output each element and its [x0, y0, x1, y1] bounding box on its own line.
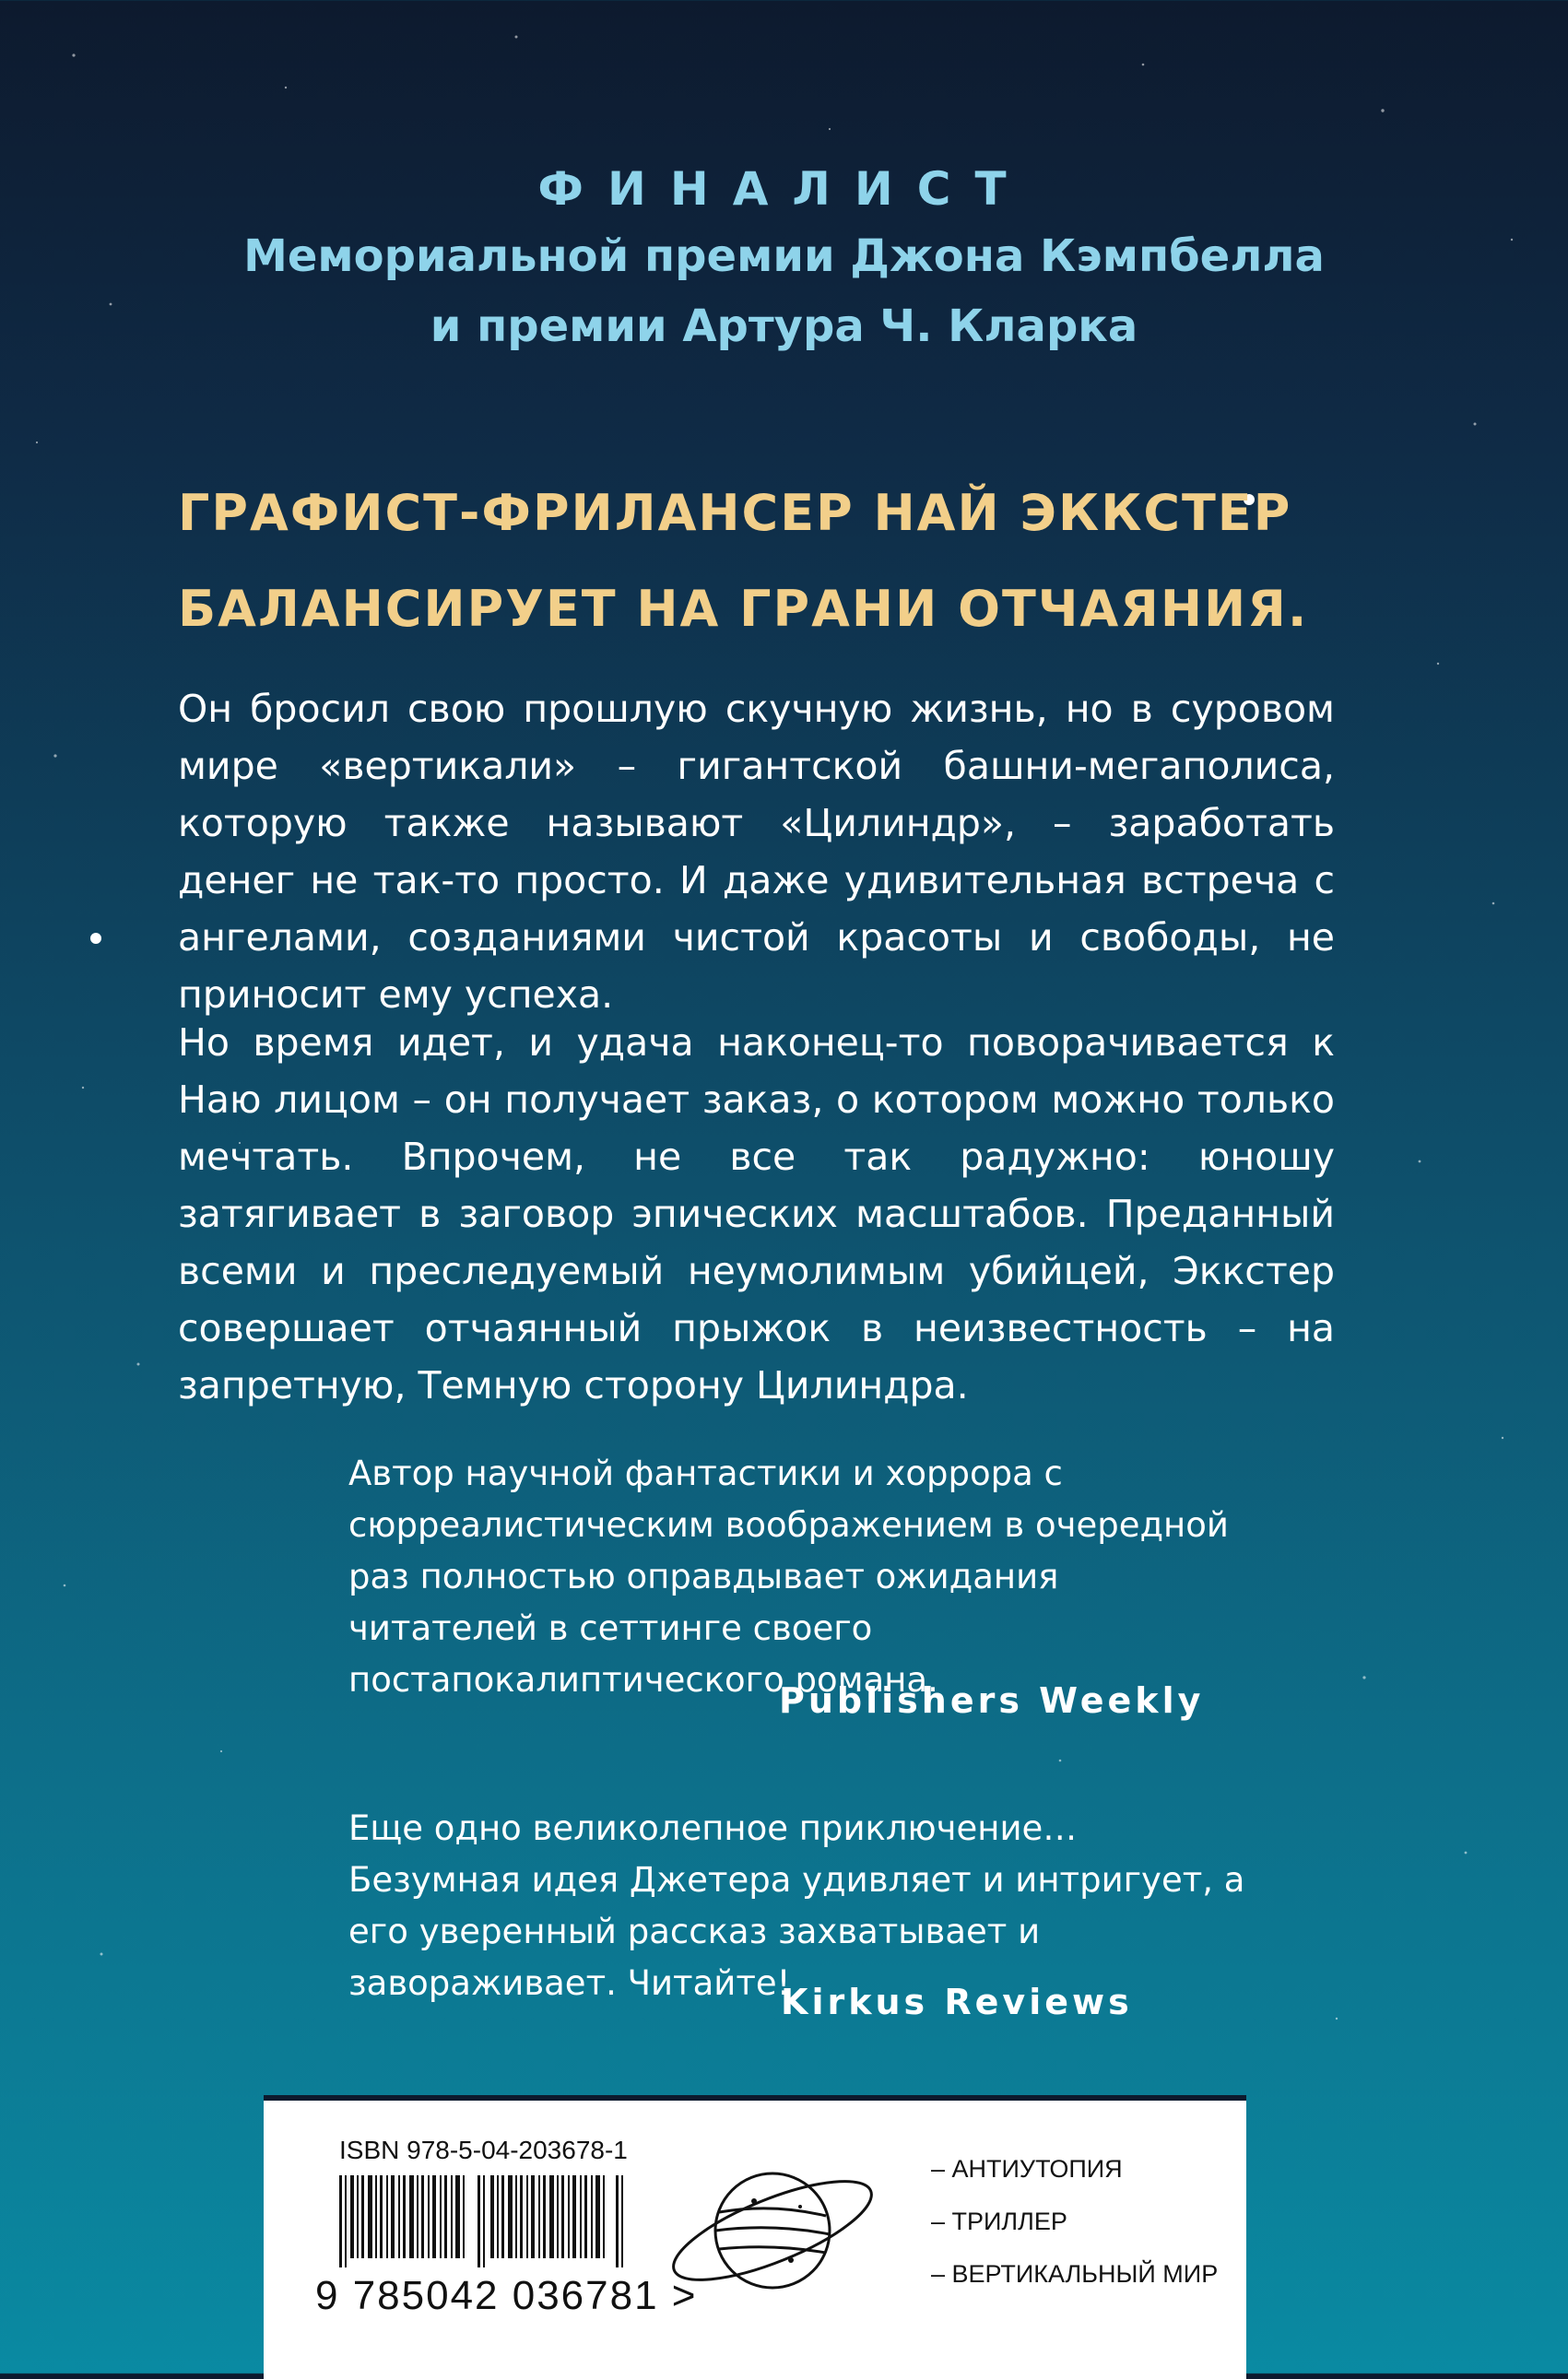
award-line-campbell: Мемориальной премии Джона Кэмпбелла: [243, 230, 1325, 282]
review-source-2: Kirkus Reviews: [781, 1982, 1133, 2022]
headline: [178, 465, 1413, 657]
headline-line-1: ГРАФИСТ-ФРИЛАНСЕР НАЙ ЭККСТЕР: [178, 484, 1292, 542]
finalist-title: ФИНАЛИСТ: [537, 162, 1031, 216]
review-source-1: Publishers Weekly: [779, 1680, 1205, 1721]
planet-icon: [662, 2138, 883, 2323]
genre-vertical-world: – ВЕРТИКАЛЬНЫЙ МИР: [931, 2260, 1219, 2288]
review-quote-2: Еще одно великолепное приключение… Безумная идея Джетера удивляет и интригует, а его уверенный рассказ захватывает и завораживает. Читайте!: [348, 1808, 1245, 2003]
synopsis-paragraph-2: Но время идет, и удача наконец-то поворачивается к Наю лицом – он получает заказ, о котором можно только мечтать. Впрочем, не все так радужно: юношу затягивает в заговор эпических масштабов. Преданный всеми и преследуемый неумолимым убийцей, Эккстер совершает отчаянный прыжок в неизвестность – на запретную, Темную сторону Цилиндра.: [178, 1020, 1335, 1407]
review-quote-1: Автор научной фантастики и хоррора с сюрреалистическим воображением в очередной раз полностью оправдывает ожидания читателей в сеттинге своего постапокалиптического романа.: [348, 1454, 1229, 1700]
genre-dystopia: – АНТИУТОПИЯ: [931, 2155, 1123, 2183]
isbn-label: ISBN 978-5-04-203678-1: [339, 2136, 628, 2164]
barcode: [339, 2175, 634, 2267]
synopsis-paragraph-1: Он бросил свою прошлую скучную жизнь, но в суровом мире «вертикали» – гигантской башни-мегаполиса, которую также называют «Цилиндр», – заработать денег не так-то просто. И даже удивительная встреча с ангелами, созданиями чистой красоты и свободы, не приносит ему успеха.: [178, 687, 1335, 1017]
award-line-clarke: и премии Артура Ч. Кларка: [430, 300, 1138, 352]
headline-line-2: БАЛАНСИРУЕТ НА ГРАНИ ОТЧАЯНИЯ.: [178, 580, 1309, 638]
barcode-digits: 9 785042 036781 >: [315, 2273, 698, 2318]
genre-thriller: – ТРИЛЛЕР: [931, 2208, 1067, 2235]
award-finalist-block: [0, 157, 1568, 361]
